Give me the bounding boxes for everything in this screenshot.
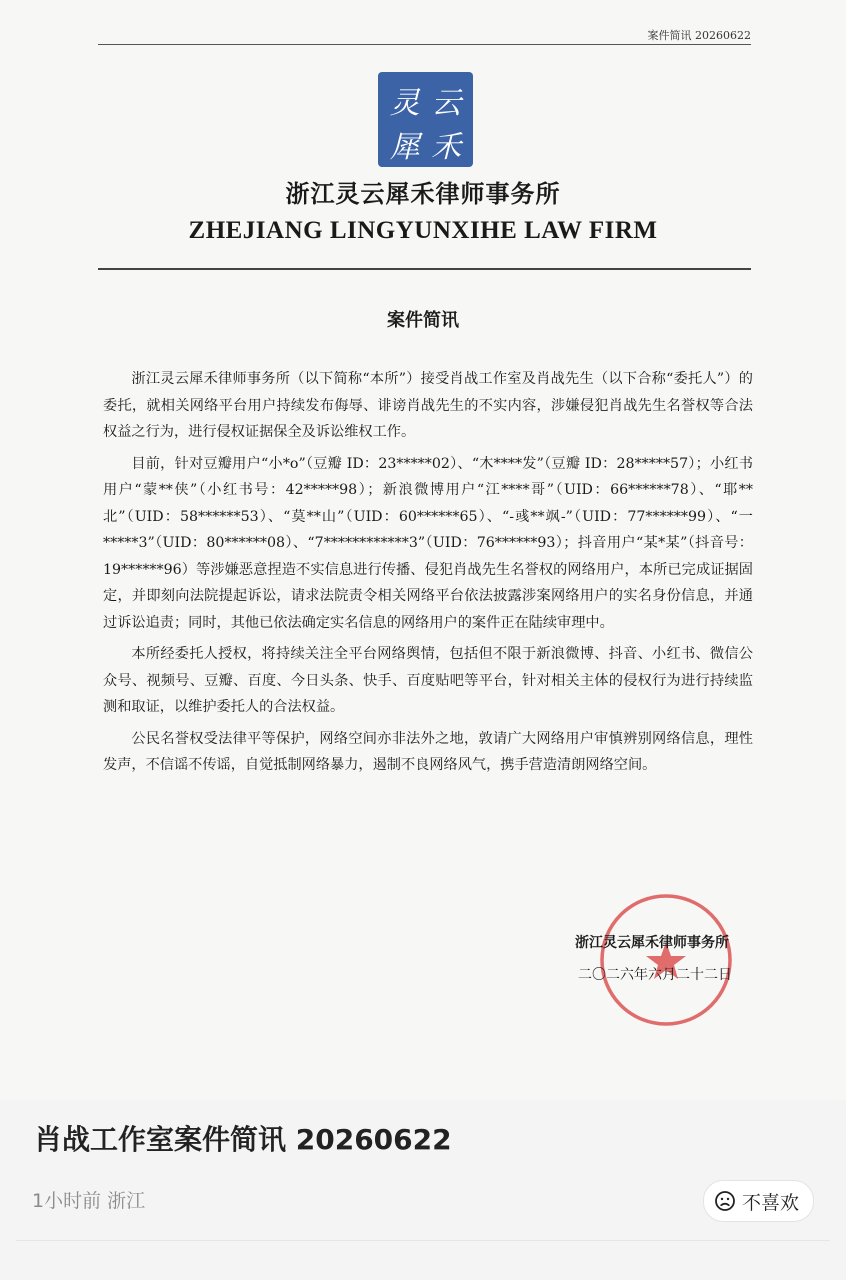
logo-char: 云 [431,86,462,121]
signature-date: 二〇二六年六月二十二日 [578,967,732,983]
document-body [103,366,753,784]
dislike-button[interactable] [703,1180,814,1222]
official-seal [596,890,736,1030]
frown-face-icon [714,1190,736,1212]
body-paragraph: 目前，针对豆瓣用户“小*o”（豆瓣 ID：23*****02）、“木****发”（豆瓣 ID：28*****57）；小红书用户“蒙**侠”（小红书号：42*****98）；新浪微博用户“江****哥”（UID：66******78）、“耶**北”（UID：58******53）、“莫**山”（UID：60******65）、“-彧**飒-”（UID：77******99）、“一*****3”（UID：80******08）、“7************3”（UID：76******93）；抖音用户“某*某”（抖音号：19******96）等涉嫌恶意捏造不实信息进行传播、侵犯肖战先生名誉权的网络用户，本所已完成证据固定，并即刻向法院提起诉讼，请求法院责令相关网络平台依法披露涉案网络用户的实名身份信息，并通过诉讼追责；同时，其他已依法确定实名信息的网络用户的案件正在陆续审理中。 [103,455,753,631]
body-paragraph: 本所经委托人授权，将持续关注全平台网络舆情，包括但不限于新浪微博、抖音、小红书、微信公众号、视频号、豆瓣、百度、今日头条、快手、百度贴吧等平台，针对相关主体的侵权行为进行持续监测和取证，以维护委托人的合法权益。 [103,646,753,715]
post-caption: 肖战工作室案件简讯 20260622 [34,1123,452,1156]
body-paragraph: 公民名誉权受法律平等保护，网络空间亦非法外之地，敦请广大网络用户审慎辨别网络信息，理性发声，不信谣不传谣，自觉抵制网络暴力，遏制不良网络风气，携手营造清朗网络空间。 [103,730,753,773]
firm-name-cn: 浙江灵云犀禾律师事务所 [285,180,561,208]
signature-firm: 浙江灵云犀禾律师事务所 [575,935,729,951]
logo-char: 禾 [431,130,462,165]
logo-char: 犀 [389,130,420,165]
header-rule [98,44,751,45]
document-header-id: 案件简讯 20260622 [647,29,751,42]
body-paragraph: 浙江灵云犀禾律师事务所（以下简称“本所”）接受肖战工作室及肖战先生（以下合称“委托人”）的委托，就相关网络平台用户持续发布侮辱、诽谤肖战先生的不实内容，涉嫌侵犯肖战先生名誉权等合法权益之行为，进行侵权证据保全及诉讼维权工作。 [103,371,753,440]
logo-char: 灵 [389,86,420,121]
document-title: 案件简讯 [387,310,459,331]
firm-logo [378,72,473,167]
letterhead-rule [98,268,751,270]
bottom-divider [16,1240,830,1241]
post-meta: 1小时前 浙江 [32,1190,146,1212]
firm-name-en: ZHEJIANG LINGYUNXIHE LAW FIRM [188,217,658,244]
dislike-label: 不喜欢 [741,1191,799,1214]
